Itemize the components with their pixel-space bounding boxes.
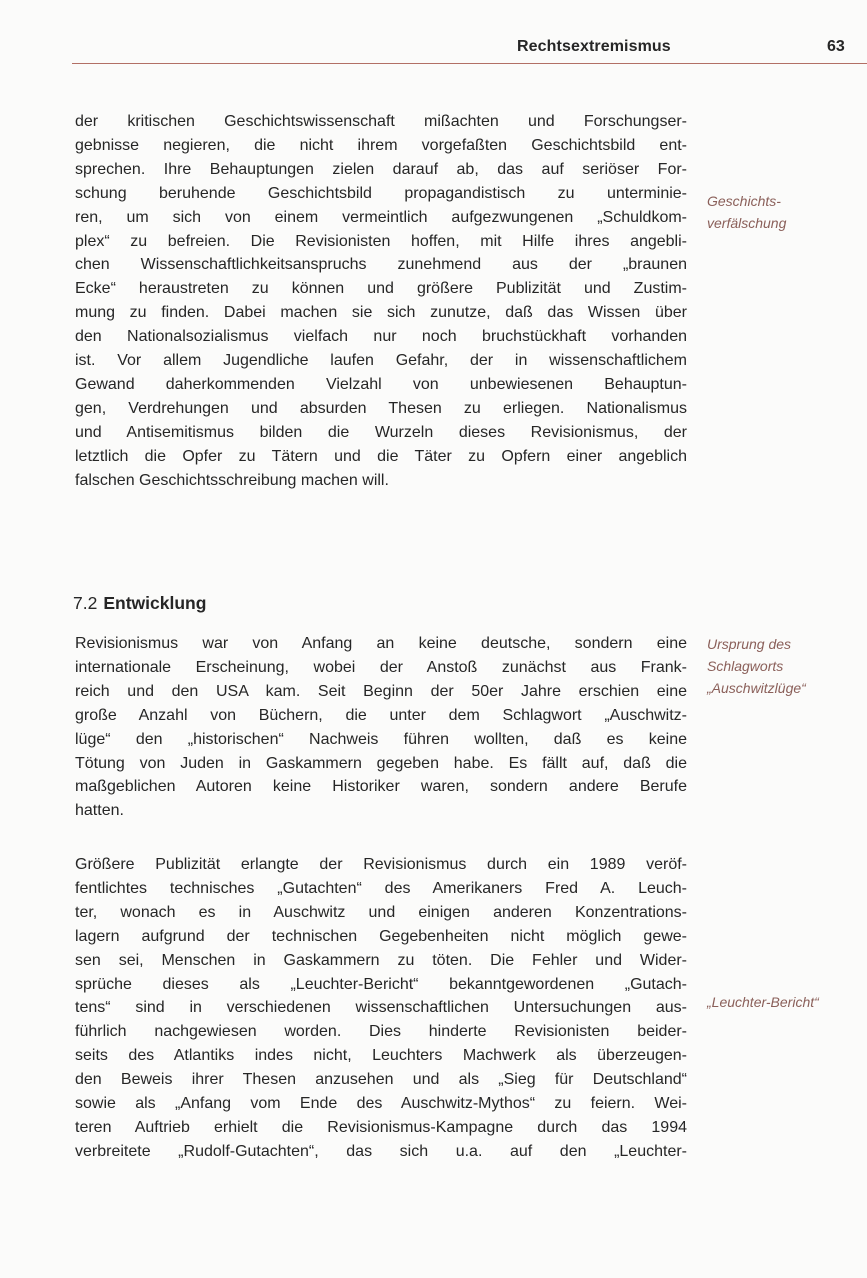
text-line: sen sei, Menschen in Gaskammern zu töten. Die Fehler und Wider- — [75, 951, 687, 969]
text-line: lagern aufgrund der technischen Gegebenheiten nicht möglich gewe- — [75, 927, 687, 945]
text-line: tens“ sind in verschiedenen wissenschaftlichen Untersuchungen aus- — [75, 999, 687, 1017]
text-line: ren, um sich von einem vermeintlich aufgezwungenen „Schuldkom- — [75, 208, 687, 226]
text-line: große Anzahl von Büchern, die unter dem Schlagwort „Auschwitz- — [75, 706, 687, 724]
paragraph-origin — [75, 632, 687, 823]
text-line: internationale Erscheinung, wobei der Anstoß zunächst aus Frank- — [75, 658, 687, 676]
text-line: gebnisse negieren, die nicht ihrem vorgefaßten Geschichtsbild ent- — [75, 136, 687, 154]
text-line: teren Auftrieb erhielt die Revisionismus-Kampagne durch das 1994 — [75, 1118, 687, 1136]
margin-note-line: Geschichts- — [707, 193, 781, 209]
text-line: den Beweis ihrer Thesen anzusehen und als „Sieg für Deutschland“ — [75, 1071, 687, 1089]
text-line: Ecke“ heraustreten zu können und größere Publizität und Zustim- — [75, 280, 687, 298]
text-line: fentlichtes technisches „Gutachten“ des Amerikaners Fred A. Leuch- — [75, 879, 687, 897]
text-line: schung beruhende Geschichtsbild propagandistisch zu unterminie- — [75, 184, 687, 202]
margin-note-ursprung — [707, 633, 806, 699]
text-line: Gewand daherkommenden Vielzahl von unbewiesenen Behauptun- — [75, 375, 687, 393]
margin-note-line: Schlagworts — [707, 658, 784, 674]
text-line: chen Wissenschaftlichkeitsanspruchs zunehmend aus der „braunen — [75, 256, 687, 274]
margin-note-line: „Auschwitzlüge“ — [707, 680, 806, 696]
text-line: mung zu finden. Dabei machen sie sich zunutze, daß das Wissen über — [75, 304, 687, 322]
section-title: Entwicklung — [103, 593, 207, 613]
text-line: den Nationalsozialismus vielfach nur noch bruchstückhaft vorhanden — [75, 328, 687, 346]
text-line: lüge“ den „historischen“ Nachweis führen wollten, daß es keine — [75, 730, 687, 748]
text-line: Tötung von Juden in Gaskammern gegeben habe. Es fällt auf, daß die — [75, 754, 687, 772]
text-line: sprüche dieses als „Leuchter-Bericht“ bekanntgewordenen „Gutach- — [75, 975, 687, 993]
text-line: falschen Geschichtsschreibung machen will. — [75, 471, 389, 489]
text-line: verbreitete „Rudolf-Gutachten“, das sich u.a. auf den „Leuchter- — [75, 1142, 687, 1160]
paragraph-leuchter — [75, 853, 687, 1164]
text-line: reich und den USA kam. Seit Beginn der 50er Jahre erschien eine — [75, 682, 687, 700]
text-line: der kritischen Geschichtswissenschaft mißachten und Forschungser- — [75, 113, 687, 130]
margin-note-leuchter-bericht — [707, 991, 819, 1013]
text-line: Größere Publizität erlangte der Revisionismus durch ein 1989 veröf- — [75, 856, 687, 873]
text-line: gen, Verdrehungen und absurden Thesen zu erliegen. Nationalismus — [75, 399, 687, 417]
header-rule — [72, 63, 867, 64]
text-line: Revisionismus war von Anfang an keine deutsche, sondern eine — [75, 635, 687, 652]
running-head-title: Rechtsextremismus — [517, 38, 671, 55]
paragraph-revisionism-intro — [75, 110, 687, 493]
section-heading — [73, 593, 206, 614]
text-line: führlich nachgewiesen worden. Dies hinderte Revisionisten beider- — [75, 1023, 687, 1041]
text-line: ist. Vor allem Jugendliche laufen Gefahr, der in wissenschaftlichem — [75, 352, 687, 370]
page-number: 63 — [827, 38, 845, 55]
text-line: und Antisemitismus bilden die Wurzeln dieses Revisionismus, der — [75, 423, 687, 441]
text-line: maßgeblichen Autoren keine Historiker waren, sondern andere Berufe — [75, 778, 687, 796]
text-line: hatten. — [75, 802, 124, 820]
text-line: plex“ zu befreien. Die Revisionisten hoffen, mit Hilfe ihres angebli- — [75, 232, 687, 250]
text-line: sprechen. Ihre Behauptungen zielen darauf ab, das auf seriöser For- — [75, 160, 687, 178]
margin-note-line: verfälschung — [707, 215, 787, 231]
text-line: ter, wonach es in Auschwitz und einigen anderen Konzentrations- — [75, 903, 687, 921]
section-number: 7.2 — [73, 593, 98, 613]
margin-note-line: „Leuchter-Bericht“ — [707, 994, 819, 1010]
margin-note-line: Ursprung des — [707, 636, 792, 652]
text-line: sowie als „Anfang vom Ende des Auschwitz-Mythos“ zu feiern. Wei- — [75, 1095, 687, 1113]
margin-note-geschichtsverfaelschung — [707, 190, 786, 234]
text-line: seits des Atlantiks indes nicht, Leuchters Machwerk als überzeugen- — [75, 1047, 687, 1065]
text-line: letztlich die Opfer zu Tätern und die Täter zu Opfern einer angeblich — [75, 447, 687, 465]
